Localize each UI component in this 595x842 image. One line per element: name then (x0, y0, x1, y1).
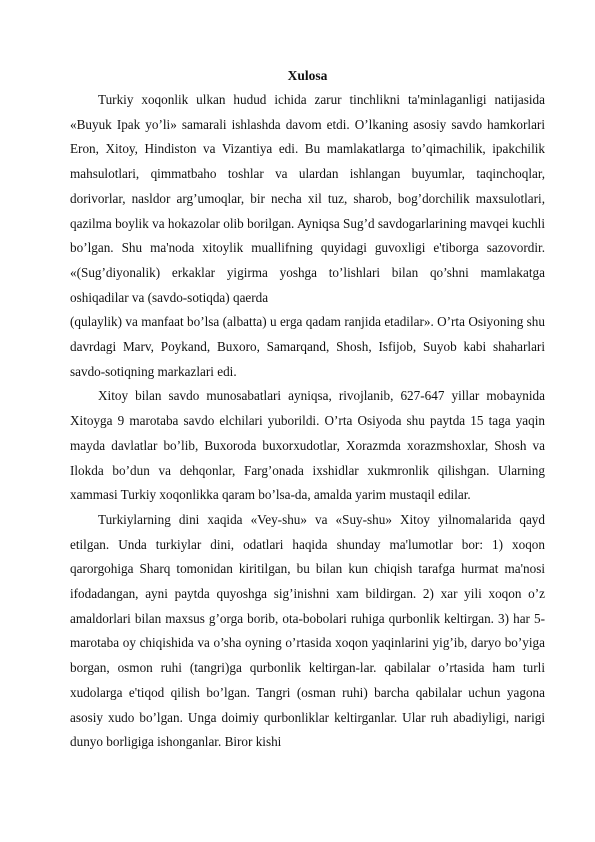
paragraph-trade-centers: (qulaylik) va manfaat bo’lsa (albatta) u erga qadam ranjida etadilar». O’rta Osiyoning shu davrdagi Marv, Poykand, Buxoro, Samarqand, Shosh, Isfijob, Suyob kabi shaharlari savdo-sotiqning markazlari edi. (70, 314, 545, 379)
paragraph-religion: Turkiylarning dini xaqida «Vey-shu» va «Suy-shu» Xitoy yilnomalarida qayd etilgan. Unda turkiylar dini, odatlari haqida shunday ma'lumotlar bor: 1) xoqon qarorgohiga Sharq tomonidan kiritilgan, bu bilan kun chiqish tarafga hurmat ma'nosi ifodadangan, ayni paytda quyoshga sig’inishni xam bildirgan. 2) xar yili xoqon o’z amaldorlari bilan maxsus g’orga borib, ota-bobolari ruhiga qurbonlik keltirgan. 3) har 5-marotaba oy chiqishida va o’sha oyning o’rtasida xoqon yaqinlarini yig’ib, daryo bo’yiga borgan, osmon ruhi (tangri)ga qurbonlik keltirgan-lar. qabilalar o’rtasida ham turli xudolarga e'tiqod qilish bo’lgan. Tangri (osman ruhi) barcha qabilalar uchun yagona asosiy xudo bo’lgan. Unga doimiy qurbonliklar keltirganlar. Ular ruh abadiyligi, narigi dunyo borligiga ishonganlar. Biror kishi (70, 511, 545, 750)
paragraph-china-relations: Xitoy bilan savdo munosabatlari ayniqsa, rivojlanib, 627-647 yillar mobaynida Xitoyga 9 marotaba savdo elchilari yuborildi. O’rta Osiyoda shu paytda 15 taga yaqin mayda davlatlar bo’lib, Buxoroda buxorxudotlar, Xorazmda xorazmshoxlar, Shosh va Ilokda bo’dun va dehqonlar, Farg’onada ixshidlar xukmronlik qilishgan. Ularning xammasi Turkiy xoqonlikka qaram bo’lsa-da, amalda yarim mustaqil edilar. (70, 388, 545, 503)
paragraph-trade-routes: Turkiy xoqonlik ulkan hudud ichida zarur tinchlikni ta'minlaganligi natijasida «Buyuk Ipak yo’li» samarali ishlashda davom etdi. O’lkaning asosiy savdo hamkorlari Eron, Xitoy, Hindiston va Vizantiya edi. Bu mamlakatlarga to’qimachilik, ipakchilik mahsulotlari, qimmatbaho toshlar va ulardan ishlangan buyumlar, taqinchoqlar, dorivorlar, nasldor arg’umoqlar, bir necha xil tuz, sharob, bog’dorchilik maxsulotlari, qazilma boylik va hokazolar olib borilgan. Ayniqsa Sug’d savdogarlarining mavqei kuchli bo’lgan. Shu ma'noda xitoylik muallifning quyidagi guvoxligi e'tiborga sazovordir. «(Sug’diyonalik) erkaklar yigirma yoshga to’lishlari bilan qo’shni mamlakatga oshiqadilar va (savdo-sotiqda) qaerda (70, 92, 545, 305)
page-title: Xulosa (287, 68, 328, 83)
document-page (70, 64, 545, 755)
